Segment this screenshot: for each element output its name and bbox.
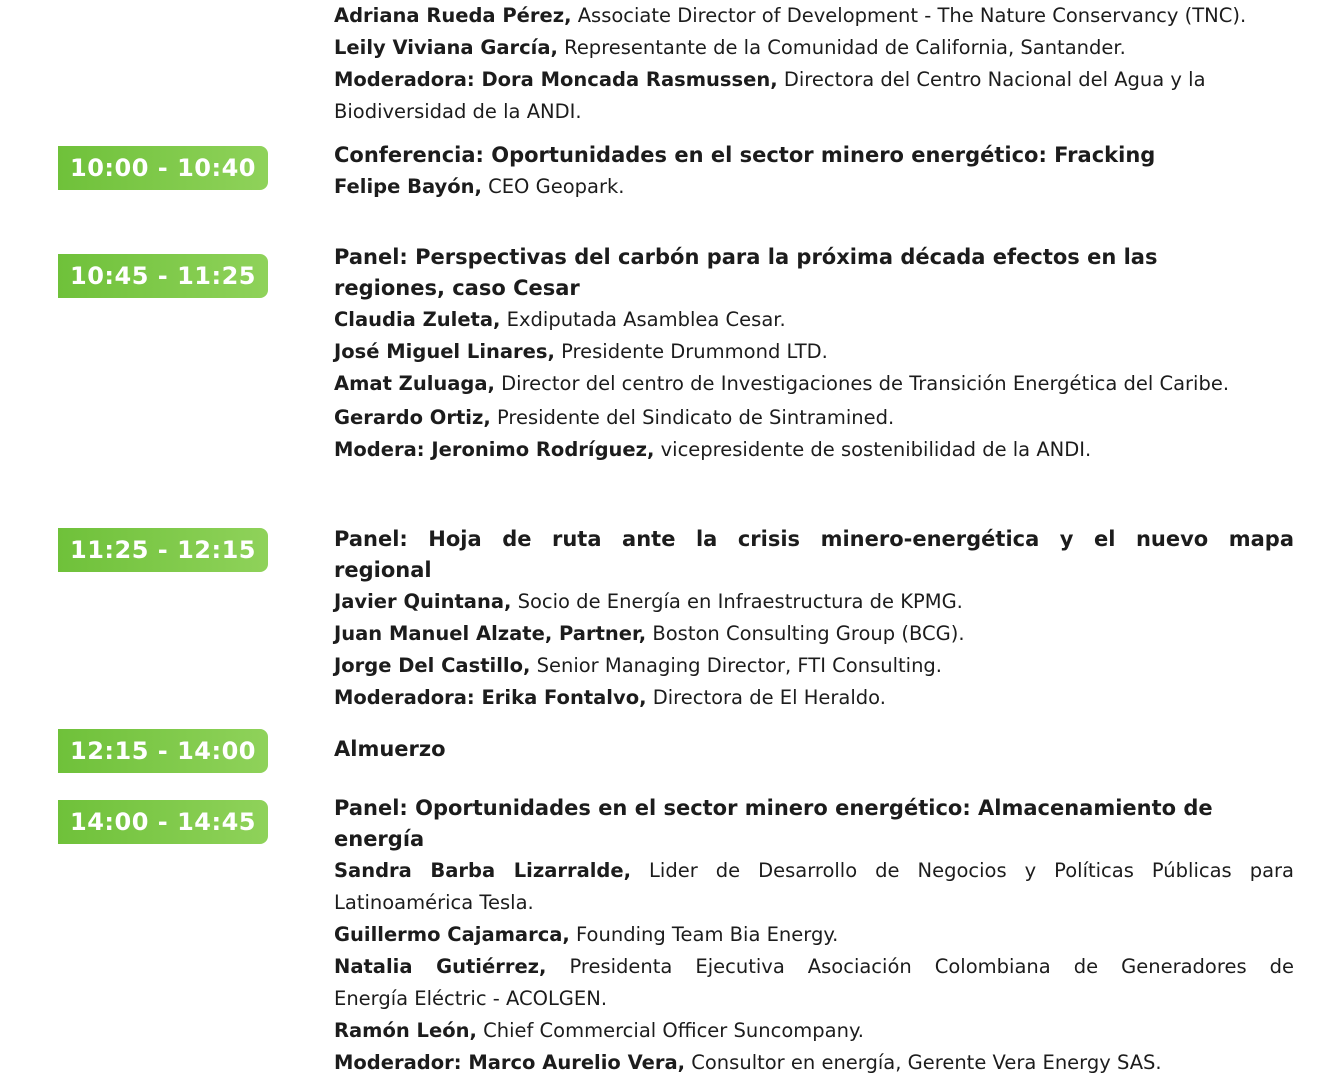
speaker-name: Adriana Rueda Pérez, <box>334 4 572 27</box>
speaker-role: Representante de la Comunidad de California, Santander. <box>564 36 1126 59</box>
speaker-name: Felipe Bayón, <box>334 175 482 198</box>
speaker-line <box>334 951 1294 983</box>
speaker-name: José Miguel Linares, <box>334 340 555 363</box>
speaker-role: Chief Commercial Officer Suncompany. <box>483 1019 864 1042</box>
speaker-name: Guillermo Cajamarca, <box>334 923 570 946</box>
speaker-line <box>334 682 1294 714</box>
speaker-role: Founding Team Bia Energy. <box>576 923 839 946</box>
speaker-line <box>334 171 1294 203</box>
speaker-role: Consultor en energía, Gerente Vera Energy SAS. <box>691 1051 1162 1074</box>
speaker-line <box>334 618 1294 650</box>
speaker-line <box>334 370 1294 398</box>
speaker-name: Moderadora: Erika Fontalvo, <box>334 686 647 709</box>
session-block <box>334 524 1294 714</box>
speaker-role: Presidente del Sindicato de Sintramined. <box>496 406 895 429</box>
session-title-line: Panel: Perspectivas del carbón para la próxima década efectos en las <box>334 245 1158 269</box>
speaker-name: Jorge Del Castillo, <box>334 654 531 677</box>
session-title <box>334 524 1294 586</box>
session-title <box>334 793 1294 855</box>
speaker-line <box>334 855 1294 887</box>
speaker-line <box>334 1047 1294 1079</box>
speaker-name: Amat Zuluaga, <box>334 372 495 395</box>
speaker-line <box>334 586 1294 618</box>
session-title: Almuerzo <box>334 737 446 761</box>
speaker-line <box>334 304 1294 336</box>
speaker-line <box>334 0 1294 32</box>
time-badge: 12:15 - 14:00 <box>58 729 268 773</box>
speaker-name: Moderadora: Dora Moncada Rasmussen, <box>334 68 778 91</box>
speaker-role: Directora de El Heraldo. <box>652 686 886 709</box>
speaker-role: Socio de Energía en Infraestructura de KPMG. <box>517 590 963 613</box>
session-title-line: regiones, caso Cesar <box>334 276 580 300</box>
session-title-line: regional <box>334 558 432 582</box>
time-badge: 14:00 - 14:45 <box>58 800 268 844</box>
time-badge: 11:25 - 12:15 <box>58 528 268 572</box>
speaker-role: Boston Consulting Group (BCG). <box>652 622 965 645</box>
speaker-line <box>334 32 1294 64</box>
speaker-line <box>334 336 1294 368</box>
speaker-role: Directora del Centro Nacional del Agua y la Biodiversidad de la ANDI. <box>334 68 1206 123</box>
speaker-name: Juan Manuel Alzate, Partner, <box>334 622 647 645</box>
speaker-role: Presidente Drummond LTD. <box>561 340 828 363</box>
session-title-line: energía <box>334 827 425 851</box>
speaker-name: Leily Viviana García, <box>334 36 558 59</box>
speaker-role: Lider de Desarrollo de Negocios y Políticas Públicas para <box>649 859 1294 882</box>
speaker-role: CEO Geopark. <box>488 175 625 198</box>
session-title-line: Panel: Oportunidades en el sector minero energético: Almacenamiento de <box>334 796 1213 820</box>
intro-speakers <box>334 0 1294 128</box>
speaker-name: Natalia Gutiérrez, <box>334 955 547 978</box>
session-block <box>334 793 1294 1079</box>
session-block <box>334 242 1294 466</box>
speaker-line <box>334 402 1294 434</box>
speaker-role: vicepresidente de sostenibilidad de la ANDI. <box>660 438 1092 461</box>
session-title-line: Panel: Hoja de ruta ante la crisis minero-energética y el nuevo mapa <box>334 527 1294 551</box>
time-badge: 10:00 - 10:40 <box>58 146 268 190</box>
speaker-line <box>334 64 1294 128</box>
speaker-name: Gerardo Ortiz, <box>334 406 491 429</box>
speaker-line-cont: Latinoamérica Tesla. <box>334 891 534 914</box>
speaker-role: Presidenta Ejecutiva Asociación Colombiana de Generadores de <box>569 955 1295 978</box>
session-title: Conferencia: Oportunidades en el sector minero energético: Fracking <box>334 143 1156 167</box>
speaker-name: Moderador: Marco Aurelio Vera, <box>334 1051 686 1074</box>
session-title <box>334 242 1294 304</box>
speaker-role: Associate Director of Development - The Nature Conservancy (TNC). <box>577 4 1247 27</box>
speaker-name: Modera: Jeronimo Rodríguez, <box>334 438 655 461</box>
speaker-role: Director del centro de Investigaciones de Transición Energética del Caribe. <box>501 372 1230 395</box>
speaker-name: Javier Quintana, <box>334 590 512 613</box>
time-badge: 10:45 - 11:25 <box>58 254 268 298</box>
session-block <box>334 140 1294 203</box>
speaker-role: Senior Managing Director, FTI Consulting. <box>536 654 943 677</box>
speaker-line <box>334 919 1294 951</box>
speaker-name: Claudia Zuleta, <box>334 308 501 331</box>
speaker-role: Exdiputada Asamblea Cesar. <box>506 308 786 331</box>
session-block <box>334 734 1294 765</box>
speaker-line-cont: Energía Eléctric - ACOLGEN. <box>334 987 608 1010</box>
speaker-line <box>334 1015 1294 1047</box>
speaker-line <box>334 650 1294 682</box>
speaker-line <box>334 434 1294 466</box>
speaker-name: Ramón León, <box>334 1019 477 1042</box>
speaker-name: Sandra Barba Lizarralde, <box>334 859 632 882</box>
